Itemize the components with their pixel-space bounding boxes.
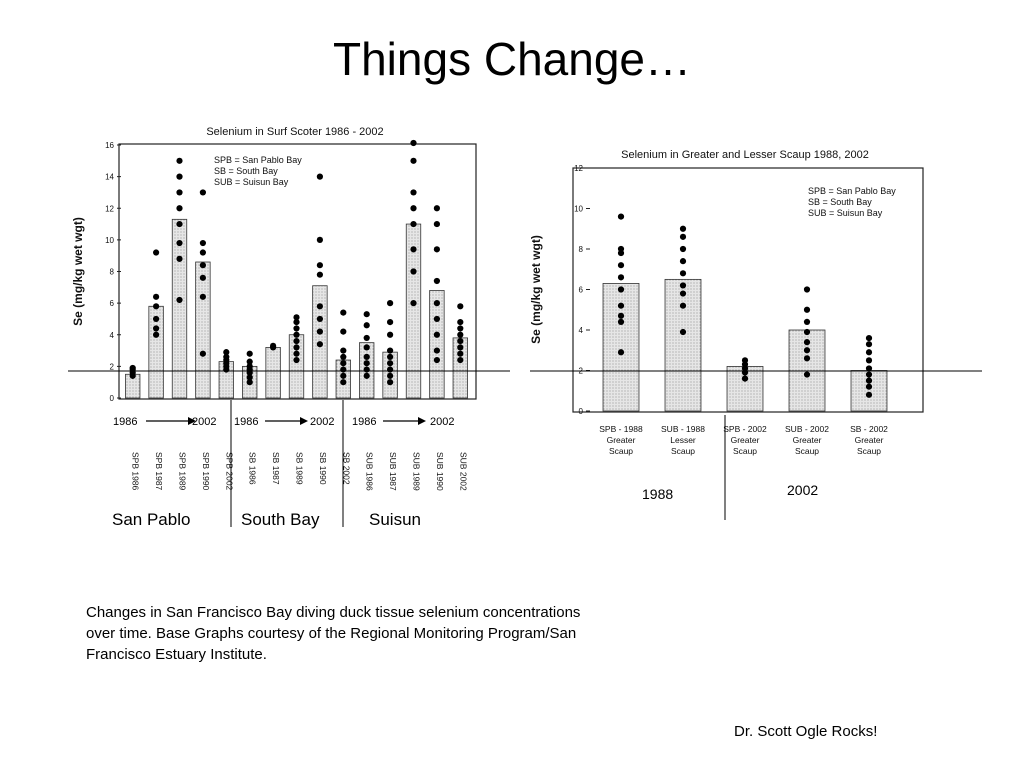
scaup-point-3-7 — [804, 286, 810, 292]
scoter-point-13-1 — [434, 347, 440, 353]
scoter-legend-1: SB = South Bay — [214, 166, 278, 176]
slide-caption: Changes in San Francisco Bay diving duck tissue selenium concentrations over time. Base Graphs courtesy of the Regional Monitoring Program/San Francisco Estuary Institute. — [86, 604, 581, 663]
scoter-point-11-3 — [387, 360, 393, 366]
scoter-point-3-1 — [200, 294, 206, 300]
scoter-point-2-5 — [176, 189, 182, 195]
scoter-point-14-5 — [457, 325, 463, 331]
scoter-point-7-2 — [293, 344, 299, 350]
scaup-group-1988: 1988 — [642, 486, 674, 502]
scoter-point-2-0 — [176, 297, 182, 303]
scoter-point-11-4 — [387, 354, 393, 360]
scoter-point-5-5 — [247, 359, 253, 365]
scoter-point-9-0 — [340, 379, 346, 385]
scoter-category-sb-1990: SB 1990 — [317, 452, 328, 485]
scoter-point-9-2 — [340, 366, 346, 372]
scoter-point-14-1 — [457, 351, 463, 357]
scoter-point-1-5 — [153, 249, 159, 255]
scaup-category-2-line-1: Greater — [730, 435, 760, 445]
scoter-ytick-0: 0 — [109, 394, 114, 403]
scaup-title: Selenium in Greater and Lesser Scaup 1988, 2002 — [621, 149, 869, 161]
scaup-bar-sub-1988 — [665, 279, 701, 411]
scoter-point-11-5 — [387, 347, 393, 353]
scoter-point-13-5 — [434, 278, 440, 284]
scaup-category-0-line-1: Greater — [606, 435, 636, 445]
scoter-point-3-3 — [200, 262, 206, 268]
arrow-year-start-southbay: 1986 — [234, 416, 259, 428]
scaup-ylabel: Se (mg/kg wet wgt) — [529, 235, 543, 344]
region-label-suisun: Suisun — [369, 510, 421, 529]
scaup-point-1-8 — [680, 226, 686, 232]
scoter-chart — [71, 126, 468, 491]
scaup-point-3-0 — [804, 371, 810, 377]
scoter-point-1-1 — [153, 325, 159, 331]
scoter-point-8-7 — [317, 174, 323, 180]
scaup-category-3-line-1: Greater — [792, 435, 822, 445]
scoter-point-12-5 — [410, 189, 416, 195]
arrow-year-end-suisun: 2002 — [430, 416, 455, 428]
scoter-category-spb-1990: SPB 1990 — [200, 452, 211, 491]
scoter-point-4-5 — [223, 349, 229, 355]
scoter-point-3-5 — [200, 240, 206, 246]
scaup-category-3-line-2: Scaup — [794, 446, 820, 456]
scaup-category-4-line-1: Greater — [854, 435, 884, 445]
scaup-point-4-7 — [866, 341, 872, 347]
scoter-point-8-0 — [317, 341, 323, 347]
scoter-point-8-5 — [317, 262, 323, 268]
scoter-bar-sb-1987 — [266, 347, 281, 398]
slide-title: Things Change… — [333, 33, 691, 85]
scoter-category-sb-1987: SB 1987 — [271, 452, 282, 485]
arrow-year-end-sanpablo: 2002 — [192, 416, 217, 428]
scoter-point-3-0 — [200, 351, 206, 357]
arrow-year-end-southbay: 2002 — [310, 416, 335, 428]
scoter-point-1-0 — [153, 332, 159, 338]
scaup-ytick-4: 4 — [578, 326, 583, 335]
scaup-point-4-0 — [866, 392, 872, 398]
scaup-point-0-9 — [618, 214, 624, 220]
scaup-legend-0: SPB = San Pablo Bay — [808, 186, 896, 196]
scoter-point-8-6 — [317, 237, 323, 243]
scaup-point-0-3 — [618, 303, 624, 309]
scaup-point-1-5 — [680, 258, 686, 264]
scoter-point-14-7 — [457, 303, 463, 309]
scoter-point-2-7 — [176, 158, 182, 164]
scaup-ytick-8: 8 — [578, 245, 583, 254]
scoter-category-sb-1986: SB 1986 — [247, 452, 258, 485]
scoter-point-7-4 — [293, 332, 299, 338]
scoter-point-0-3 — [130, 365, 136, 371]
scaup-category-4-line-0: SB - 2002 — [850, 424, 888, 434]
scoter-category-sub-2002: SUB 2002 — [458, 452, 469, 491]
scoter-point-12-1 — [410, 268, 416, 274]
scoter-point-9-5 — [340, 347, 346, 353]
scoter-point-8-4 — [317, 272, 323, 278]
scoter-legend-0: SPB = San Pablo Bay — [214, 155, 302, 165]
scoter-point-3-4 — [200, 249, 206, 255]
scoter-point-9-3 — [340, 360, 346, 366]
scoter-point-7-7 — [293, 314, 299, 320]
scoter-point-13-6 — [434, 246, 440, 252]
scoter-category-sub-1990: SUB 1990 — [434, 452, 445, 491]
scoter-point-10-3 — [364, 354, 370, 360]
scaup-category-0-line-2: Scaup — [608, 446, 634, 456]
scoter-category-sub-1987: SUB 1987 — [388, 452, 399, 491]
scaup-point-4-6 — [866, 349, 872, 355]
scoter-point-7-1 — [293, 351, 299, 357]
scoter-point-2-6 — [176, 174, 182, 180]
scoter-point-12-2 — [410, 246, 416, 252]
arrow-southbay — [265, 417, 308, 425]
scoter-point-13-8 — [434, 205, 440, 211]
scaup-point-0-2 — [618, 313, 624, 319]
scoter-bar-spb-1990 — [196, 262, 211, 398]
scaup-point-3-6 — [804, 307, 810, 313]
scoter-category-spb-2002: SPB 2002 — [224, 452, 235, 491]
scaup-point-3-1 — [804, 355, 810, 361]
scaup-point-4-2 — [866, 378, 872, 384]
scoter-point-10-7 — [364, 311, 370, 317]
scoter-point-13-7 — [434, 221, 440, 227]
scoter-title: Selenium in Surf Scoter 1986 - 2002 — [206, 126, 384, 138]
scoter-point-9-4 — [340, 354, 346, 360]
arrow-year-start-suisun: 1986 — [352, 416, 377, 428]
scoter-point-13-0 — [434, 357, 440, 363]
scoter-point-10-0 — [364, 373, 370, 379]
arrow-sanpablo — [146, 417, 196, 425]
scaup-ytick-6: 6 — [578, 285, 583, 295]
scoter-ytick-10: 10 — [105, 235, 114, 245]
scoter-point-9-7 — [340, 310, 346, 316]
scaup-category-1-line-2: Scaup — [670, 446, 696, 456]
scoter-point-7-3 — [293, 338, 299, 344]
scoter-point-14-4 — [457, 332, 463, 338]
scoter-point-3-2 — [200, 275, 206, 281]
scoter-point-12-7 — [410, 140, 416, 146]
scaup-ytick-0: 0 — [578, 407, 583, 416]
scoter-ytick-6: 6 — [109, 299, 114, 309]
scaup-category-1-line-0: SUB - 1988 — [661, 424, 705, 434]
scaup-point-1-4 — [680, 270, 686, 276]
scaup-point-4-1 — [866, 384, 872, 390]
scoter-point-10-2 — [364, 360, 370, 366]
scoter-ytick-4: 4 — [109, 330, 114, 340]
scoter-point-14-3 — [457, 338, 463, 344]
scaup-ytick-12: 12 — [574, 164, 583, 173]
region-label-south-bay: South Bay — [241, 510, 320, 529]
scoter-category-spb-1989: SPB 1989 — [177, 452, 188, 491]
scoter-point-11-2 — [387, 366, 393, 372]
scaup-point-0-4 — [618, 286, 624, 292]
scoter-ytick-8: 8 — [109, 267, 114, 277]
scoter-point-1-2 — [153, 316, 159, 322]
scaup-point-0-0 — [618, 349, 624, 355]
scaup-point-1-7 — [680, 234, 686, 240]
scoter-point-14-0 — [457, 357, 463, 363]
scaup-point-3-5 — [804, 319, 810, 325]
scoter-category-sb-2002: SB 2002 — [341, 452, 352, 485]
scoter-ytick-16: 16 — [105, 141, 114, 150]
scoter-point-2-2 — [176, 240, 182, 246]
scoter-point-2-1 — [176, 256, 182, 262]
scoter-point-10-6 — [364, 322, 370, 328]
scoter-point-12-0 — [410, 300, 416, 306]
region-label-san-pablo: San Pablo — [112, 510, 191, 529]
scaup-bar-spb-1988 — [603, 283, 639, 411]
scoter-point-2-4 — [176, 205, 182, 211]
scoter-category-spb-1987: SPB 1987 — [154, 452, 165, 491]
scoter-point-9-1 — [340, 373, 346, 379]
scaup-point-0-6 — [618, 262, 624, 268]
scoter-ytick-12: 12 — [105, 204, 114, 214]
scoter-ylabel: Se (mg/kg wet wgt) — [71, 217, 85, 326]
scoter-point-11-1 — [387, 373, 393, 379]
scoter-point-10-1 — [364, 366, 370, 372]
arrow-suisun — [383, 417, 426, 425]
scaup-point-2-0 — [742, 376, 748, 382]
scaup-point-1-0 — [680, 329, 686, 335]
scaup-legend-1: SB = South Bay — [808, 197, 872, 207]
scoter-point-13-2 — [434, 332, 440, 338]
scaup-category-2-line-2: Scaup — [732, 446, 758, 456]
scaup-point-1-3 — [680, 282, 686, 288]
scoter-point-11-6 — [387, 332, 393, 338]
scaup-point-2-4 — [742, 357, 748, 363]
scoter-point-3-6 — [200, 189, 206, 195]
scoter-ytick-2: 2 — [109, 362, 114, 372]
scaup-point-3-4 — [804, 329, 810, 335]
scoter-point-8-3 — [317, 303, 323, 309]
scoter-point-13-3 — [434, 316, 440, 322]
scaup-point-1-2 — [680, 290, 686, 296]
scoter-point-1-3 — [153, 303, 159, 309]
scoter-point-10-5 — [364, 335, 370, 341]
scoter-point-12-6 — [410, 158, 416, 164]
scaup-point-0-5 — [618, 274, 624, 280]
scaup-point-4-5 — [866, 357, 872, 363]
scaup-point-1-1 — [680, 303, 686, 309]
scaup-category-0-line-0: SPB - 1988 — [599, 424, 643, 434]
scoter-point-11-0 — [387, 379, 393, 385]
scoter-point-10-4 — [364, 344, 370, 350]
scaup-point-0-8 — [618, 246, 624, 252]
scoter-category-sb-1989: SB 1989 — [294, 452, 305, 485]
scaup-point-4-8 — [866, 335, 872, 341]
scaup-legend-2: SUB = Suisun Bay — [808, 208, 883, 218]
scaup-group-2002: 2002 — [787, 482, 819, 498]
scoter-point-12-3 — [410, 221, 416, 227]
scaup-category-3-line-0: SUB - 2002 — [785, 424, 829, 434]
scoter-point-8-2 — [317, 316, 323, 322]
scoter-category-spb-1986: SPB 1986 — [130, 452, 141, 491]
scoter-category-sub-1989: SUB 1989 — [411, 452, 422, 491]
scoter-ytick-14: 14 — [105, 172, 114, 182]
scoter-point-9-6 — [340, 328, 346, 334]
scaup-category-1-line-1: Lesser — [670, 435, 696, 445]
scoter-point-11-8 — [387, 300, 393, 306]
scoter-category-sub-1986: SUB 1986 — [364, 452, 375, 491]
scoter-legend-2: SUB = Suisun Bay — [214, 177, 289, 187]
scaup-category-2-line-0: SPB - 2002 — [723, 424, 767, 434]
scoter-point-13-4 — [434, 300, 440, 306]
scaup-ytick-2: 2 — [578, 366, 583, 376]
scaup-point-3-2 — [804, 347, 810, 353]
scoter-point-14-6 — [457, 319, 463, 325]
scoter-bar-sb-1989 — [289, 335, 304, 398]
scaup-category-4-line-2: Scaup — [856, 446, 882, 456]
scaup-point-4-3 — [866, 371, 872, 377]
scaup-point-1-6 — [680, 246, 686, 252]
scaup-point-3-3 — [804, 339, 810, 345]
scoter-point-2-3 — [176, 221, 182, 227]
scoter-point-7-0 — [293, 357, 299, 363]
scoter-point-6-1 — [270, 343, 276, 349]
scoter-point-1-4 — [153, 294, 159, 300]
scaup-ytick-10: 10 — [574, 204, 583, 214]
scoter-point-11-7 — [387, 319, 393, 325]
scaup-point-0-1 — [618, 319, 624, 325]
scoter-point-14-2 — [457, 344, 463, 350]
scoter-point-7-5 — [293, 325, 299, 331]
scoter-point-5-6 — [247, 351, 253, 357]
scoter-point-12-4 — [410, 205, 416, 211]
scoter-bar-sub-1990 — [430, 290, 445, 398]
scoter-point-8-1 — [317, 328, 323, 334]
slide-credit: Dr. Scott Ogle Rocks! — [734, 723, 878, 740]
arrow-year-start-sanpablo: 1986 — [113, 416, 138, 428]
scaup-chart — [529, 149, 896, 456]
